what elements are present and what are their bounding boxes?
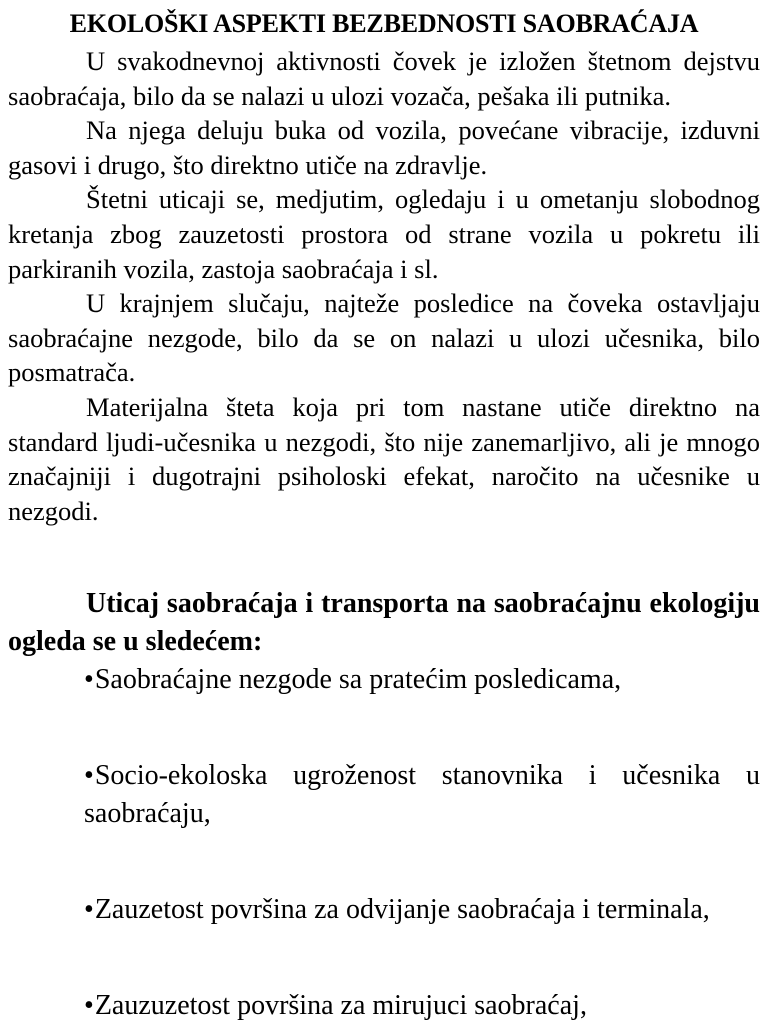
list-item-text: Socio-ekoloska ugroženost stanovnika i učesnika u saobraćaju, xyxy=(84,760,760,829)
paragraph-2: Na njega deluju buka od vozila, povećane vibracije, izduvni gasovi i drugo, što direktno utiče na zdravlje. xyxy=(8,115,760,180)
list-item xyxy=(8,987,760,1024)
paragraph-3: Štetni uticaji se, medjutim, ogledaju i u ometanju slobodnog kretanja zbog zauzetosti prostora od strane vozila u pokretu ili parkiranih vozila, zastoja saobraćaja i sl. xyxy=(8,184,760,284)
bullet-icon: • xyxy=(84,664,94,695)
list-item xyxy=(8,891,760,929)
list-item-text: Zauzuzetost površina za mirujuci saobraćaj, xyxy=(94,990,587,1021)
impact-section xyxy=(8,585,760,1024)
impact-list xyxy=(8,661,760,1024)
bullet-icon: • xyxy=(84,990,94,1021)
page-title: EKOLOŠKI ASPEKTI BEZBEDNOSTI SAOBRAĆAJA xyxy=(69,9,699,38)
intro-text xyxy=(8,44,760,574)
list-item-text: Zauzetost površina za odvijanje saobraćaja i terminala, xyxy=(94,894,710,925)
paragraph-1: U svakodnevnoj aktivnosti čovek je izložen štetnom dejstvu saobraćaja, bilo da se nalazi u ulozi vozača, pešaka ili putnika. xyxy=(8,46,760,111)
list-item-text: Saobraćajne nezgode sa pratećim posledicama, xyxy=(94,664,622,695)
section-heading: Uticaj saobraćaja i transporta na saobraćajnu ekologiju ogleda se u sledećem: xyxy=(8,588,760,657)
bullet-icon: • xyxy=(84,760,94,791)
paragraph-4: U krajnjem slučaju, najteže posledice na čoveka ostavljaju saobraćajne nezgode, bilo da se on nalazi u ulozi učesnika, bilo posmatrača. xyxy=(8,288,760,388)
list-item xyxy=(8,757,760,833)
paragraph-5: Materijalna šteta koja pri tom nastane utiče direktno na standard ljudi-učesnika u nezgodi, što nije zanemarljivo, ali je mnogo značajniji i dugotrajni psiholoski efekat, naročito na učesnike u nezgodi. xyxy=(8,391,760,526)
list-item xyxy=(8,661,760,699)
bullet-icon: • xyxy=(84,894,94,925)
